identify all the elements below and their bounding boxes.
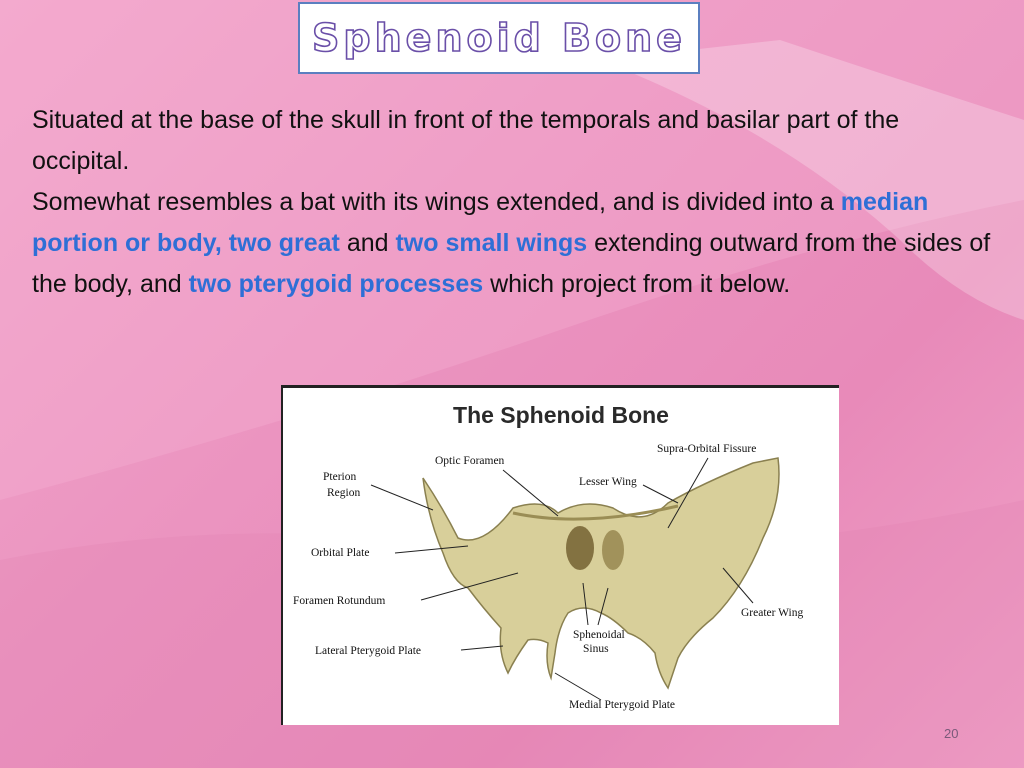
slide-title: Sphenoid Bone <box>312 16 686 60</box>
p2-text-and: and <box>339 229 396 257</box>
label-lateral-pterygoid-plate: Lateral Pterygoid Plate <box>315 645 422 657</box>
sinus-left <box>566 526 594 570</box>
p2-text-2: extending outward from the sides of the body, and <box>32 229 991 298</box>
label-medial-pterygoid-plate: Medial Pterygoid Plate <box>569 699 676 711</box>
label-sphenoidal-2: Sinus <box>583 643 609 655</box>
highlight-median-body: median portion or body <box>32 188 929 257</box>
paragraph-location: Situated at the base of the skull in front of the temporals and basilar part of the occipital. <box>32 106 900 175</box>
label-optic-foramen: Optic Foramen <box>435 455 505 467</box>
label-pterion-2: Region <box>327 487 361 499</box>
label-sphenoidal-1: Sphenoidal <box>573 629 625 641</box>
paragraph-description <box>32 182 992 305</box>
highlight-pterygoid-processes: two pterygoid processes <box>188 270 484 298</box>
figure-title: The Sphenoid Bone <box>453 402 669 428</box>
label-supra-orbital-fissure: Supra-Orbital Fissure <box>657 443 757 455</box>
slide-number: 20 <box>944 726 959 741</box>
label-greater-wing: Greater Wing <box>741 607 804 619</box>
label-pterion-1: Pterion <box>323 471 357 483</box>
label-foramen-rotundum: Foramen Rotundum <box>293 595 386 607</box>
sinus-right <box>602 530 624 570</box>
label-lesser-wing: Lesser Wing <box>579 476 637 488</box>
slide-title-box <box>298 2 700 74</box>
highlight-comma: , <box>214 229 229 257</box>
highlight-two-small-wings: two small wings <box>395 229 588 257</box>
highlight-two-great: two great <box>228 229 340 257</box>
p2-text-3: which project from it below. <box>483 270 791 298</box>
slide-body-text <box>32 100 992 305</box>
p2-text-1: Somewhat resembles a bat with its wings extended, and is divided into a <box>32 188 841 216</box>
label-orbital-plate: Orbital Plate <box>311 547 370 559</box>
sphenoid-bone-figure <box>281 385 839 725</box>
